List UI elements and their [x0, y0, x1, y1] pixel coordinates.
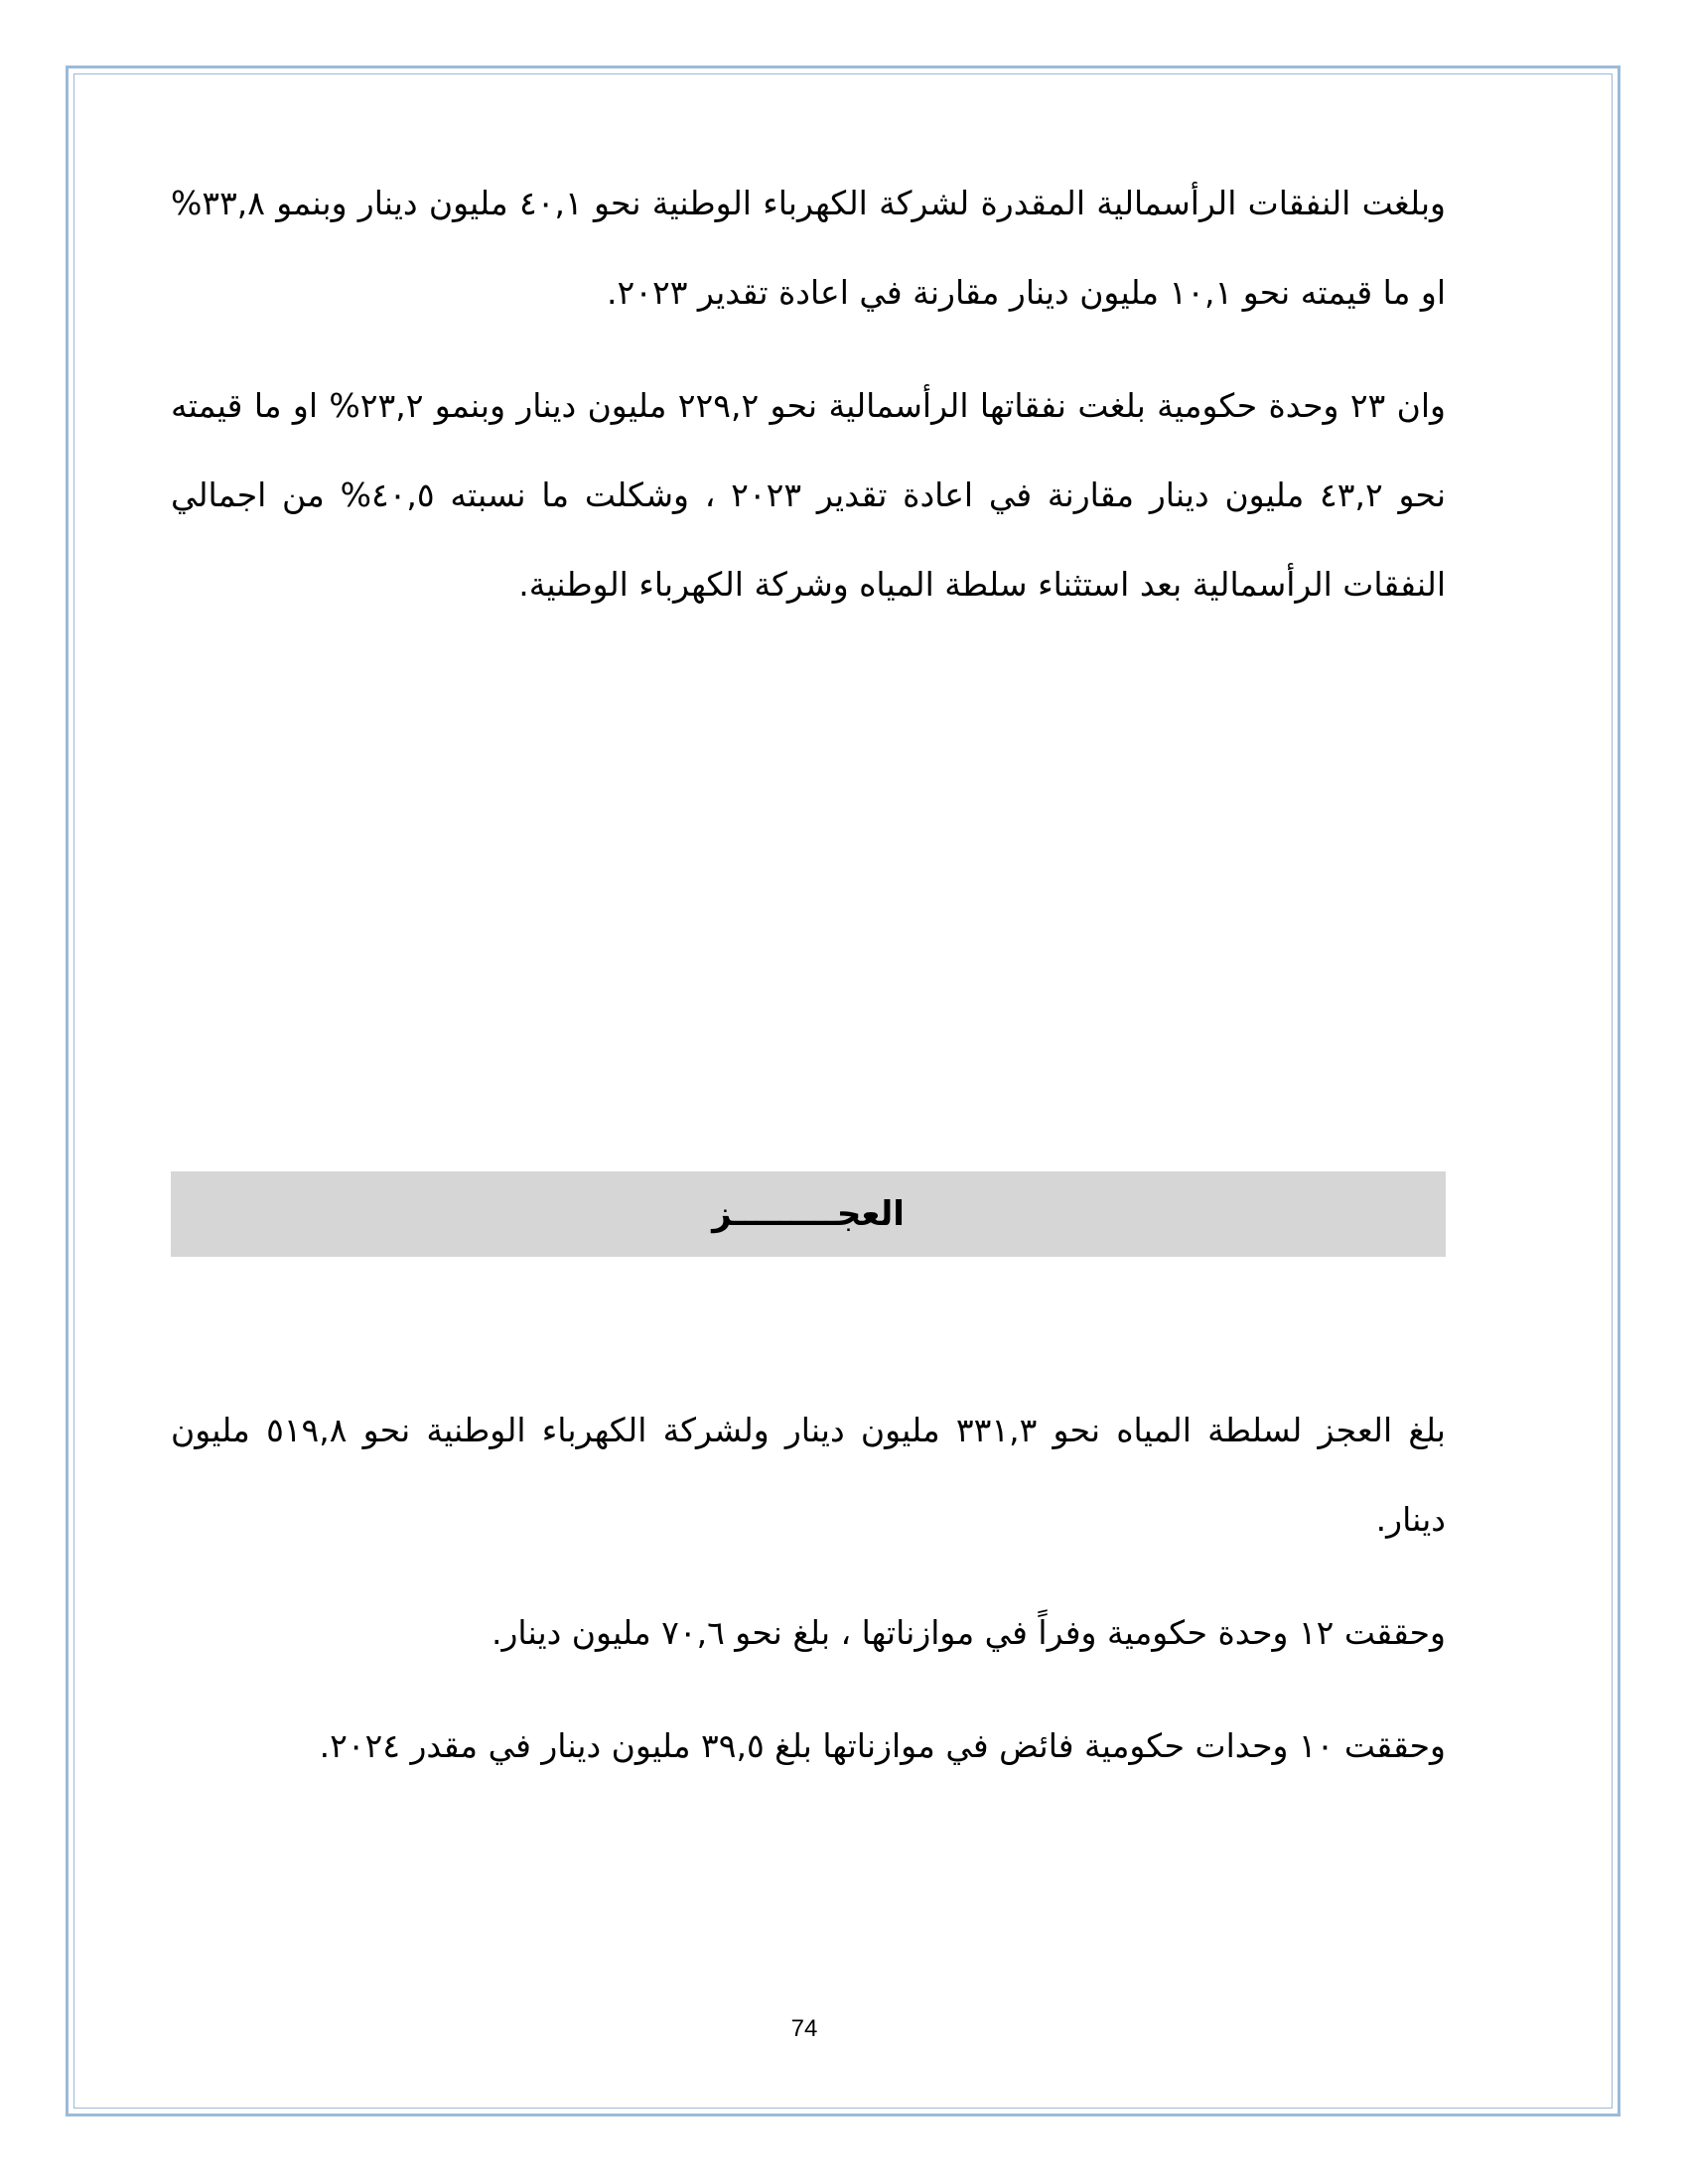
paragraph-government-units-capex: وان ٢٣ وحدة حكومية بلغت نفقاتها الرأسمالية نحو ٢٢٩,٢ مليون دينار وبنمو ٢٣,٢% او ما قيمته نحو ٤٣,٢ مليون دينار مقارنة في اعادة تقدير ٢٠٢٣ ، وشكلت ما نسبته ٤٠,٥% من اجمالي النفقات الرأسمالية بعد استثناء سلطة المياه وشركة الكهرباء الوطنية. [171, 386, 1447, 604]
lower-text-block [171, 1386, 1446, 1791]
paragraph-surplus: وحققت ١٠ وحدات حكومية فائض في موازناتها بلغ ٣٩,٥ مليون دينار في مقدر ٢٠٢٤. [319, 1726, 1446, 1765]
section-heading: العجـــــــــز [712, 1194, 905, 1234]
paragraph-electricity-capex: وبلغت النفقات الرأسمالية المقدرة لشركة الكهرباء الوطنية نحو ٤٠,١ مليون دينار وبنمو ٣٣,٨% او ما قيمته نحو ١٠,١ مليون دينار مقارنة في اعادة تقدير ٢٠٢٣. [171, 184, 1446, 312]
upper-text-block [171, 159, 1446, 629]
paragraph-deficit: بلغ العجز لسلطة المياه نحو ٣٣١,٣ مليون دينار ولشركة الكهرباء الوطنية نحو ٥١٩,٨ مليون دينار. [171, 1411, 1446, 1539]
page-number: 74 [790, 2015, 818, 2042]
section-heading-bar [171, 1171, 1446, 1257]
paragraph-savings: وحققت ١٢ وحدة حكومية وفراً في موازناتها ، بلغ نحو ٧٠,٦ مليون دينار. [492, 1613, 1446, 1652]
